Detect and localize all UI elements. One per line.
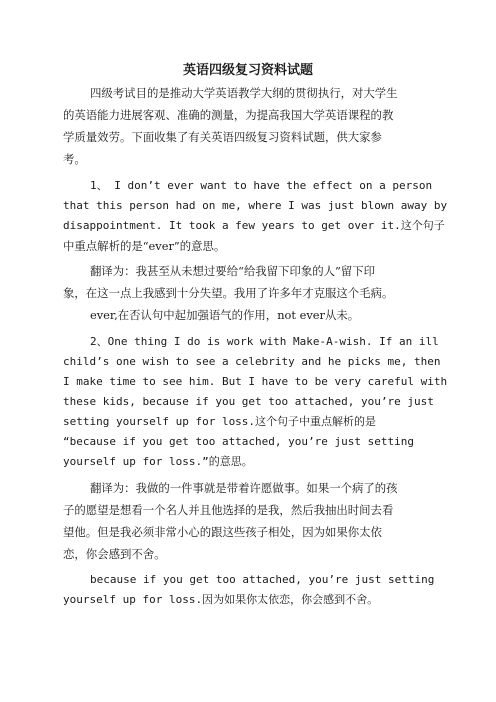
paragraph-line: these kids, because if you get too attached, you’re just bbox=[63, 395, 434, 408]
paragraph-line: 学质量效劳。下面收集了有关英语四级复习资料试题，供大家参 bbox=[63, 130, 382, 144]
paragraph-line: that this person had on me, where I was just blown away by bbox=[63, 199, 448, 212]
paragraph-line: because if you get too attached, you’re just setting bbox=[90, 573, 435, 586]
paragraph-line: ever,在否认句中起加强语气的作用，not ever从未。 bbox=[90, 308, 360, 322]
paragraph-line: 中重点解析的是“ever”的意思。 bbox=[63, 239, 226, 253]
paragraph-line: I make time to see him. But I have to be very careful with bbox=[63, 375, 448, 388]
paragraph-line: setting yourself up for loss.这个句子中重点解析的是 bbox=[63, 415, 377, 428]
paragraph-line: disappointment. It took a few years to get over it.这个句子 bbox=[63, 219, 445, 232]
paragraph-line: 考。 bbox=[63, 152, 86, 166]
paragraph-line: 恋，你会感到不舍。 bbox=[63, 547, 166, 561]
paragraph-line: 象，在这一点上我感到十分失望。我用了许多年才克服这个毛病。 bbox=[63, 286, 394, 300]
paragraph-line: 子的愿望是想看一个名人并且他选择的是我，然后我抽出时间去看 bbox=[63, 503, 394, 517]
paragraph-line: 2、One thing I do is work with Make-A-wish. If an ill bbox=[90, 335, 439, 348]
paragraph-line: child’s one wish to see a celebrity and he picks me, then bbox=[63, 355, 441, 368]
paragraph-line: 1、 I don’t ever want to have the effect on a person bbox=[90, 179, 433, 192]
paragraph-line: 四级考试目的是推动大学英语教学大纲的贯彻执行，对大学生 bbox=[90, 86, 398, 100]
document-title: 英语四级复习资料试题 bbox=[182, 63, 313, 78]
paragraph-line: yourself up for loss.因为如果你太依恋，你会感到不舍。 bbox=[63, 593, 379, 606]
paragraph-line: 望他。但是我必须非常小心的跟这些孩子相处，因为如果你太依 bbox=[63, 525, 382, 539]
paragraph-line: “because if you get too attached, you’re just setting bbox=[63, 435, 414, 448]
paragraph-line: 的英语能力进展客观、准确的测量，为提高我国大学英语课程的教 bbox=[63, 108, 394, 122]
paragraph-line: 翻译为：我甚至从未想过要给“给我留下印象的人”留下印 bbox=[90, 264, 376, 278]
paragraph-line: 翻译为：我做的一件事就是带着许愿做事。如果一个病了的孩 bbox=[90, 481, 398, 495]
paragraph-line: yourself up for loss.”的意思。 bbox=[63, 455, 253, 468]
